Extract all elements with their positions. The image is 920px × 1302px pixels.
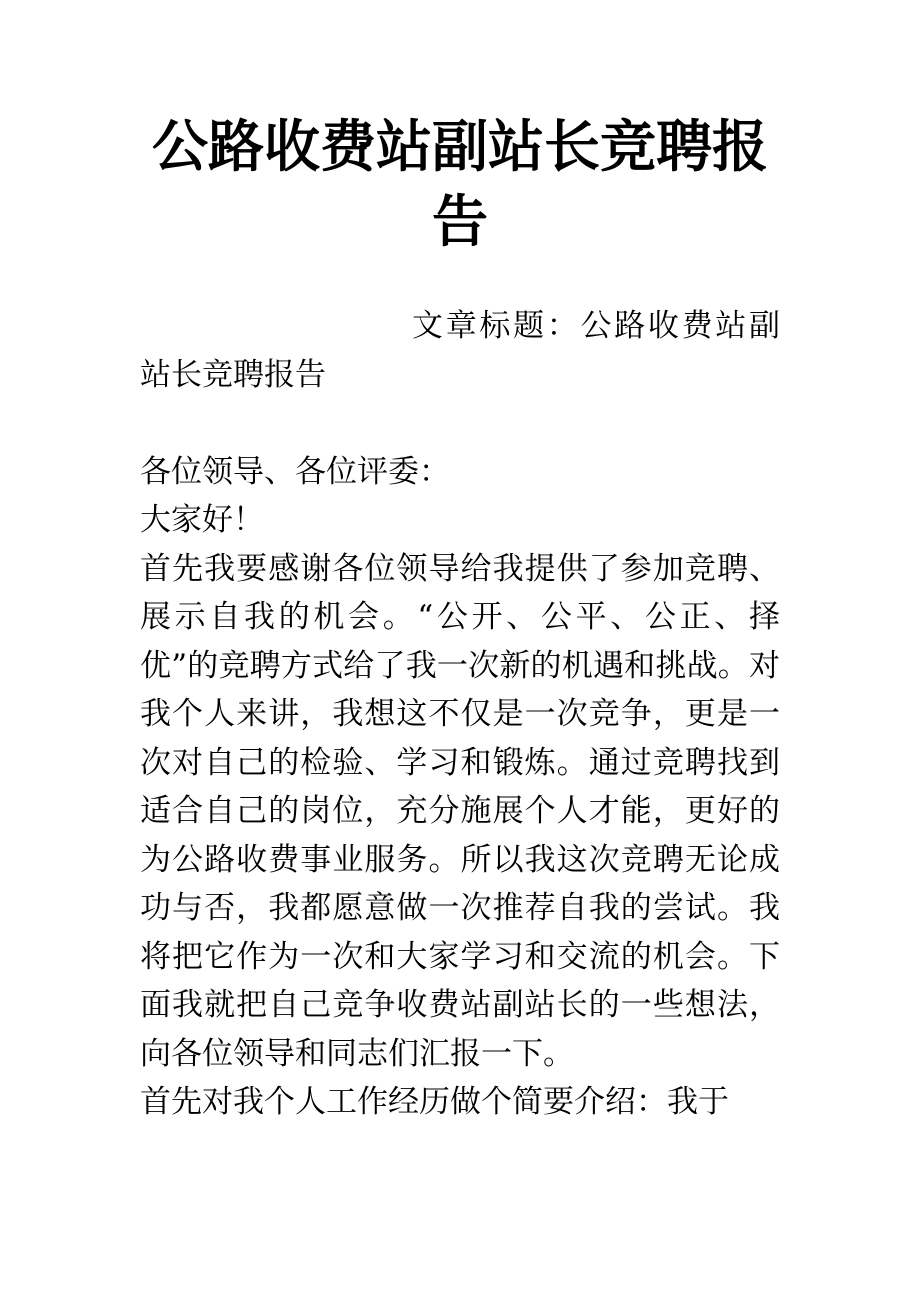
- blank-line: [140, 399, 780, 448]
- paragraph-experience: 首先对我个人工作经历做个简要介绍：我于: [140, 1084, 729, 1120]
- paragraph-intro: 首先我要感谢各位领导给我提供了参加竞聘、展示自我的机会。“公开、公平、公正、择优”的竞聘方式给了我一次新的机遇和挑战。对我个人来讲，我想这不仅是一次竞争，更是一次对自己的检验、学习和锻炼。通过竞聘找到适合自己的岗位，充分施展个人才能，更好的为公路收费事业服务。所以我这次竞聘无论成功与否，我都愿意做一次推荐自我的尝试。我将把它作为一次和大家学习和交流的机会。下面我就把自己竞争收费站副站长的一些想法，向各位领导和同志们汇报一下。: [140, 550, 780, 1072]
- document-title: 公路收费站副站长竞聘报告: [152, 114, 768, 255]
- article-title-line: 文章标题：公路收费站副站长竞聘报告: [140, 308, 780, 393]
- document-body: [140, 302, 780, 1127]
- greeting: 大家好！: [140, 502, 264, 538]
- salutation: 各位领导、各位评委：: [140, 453, 450, 490]
